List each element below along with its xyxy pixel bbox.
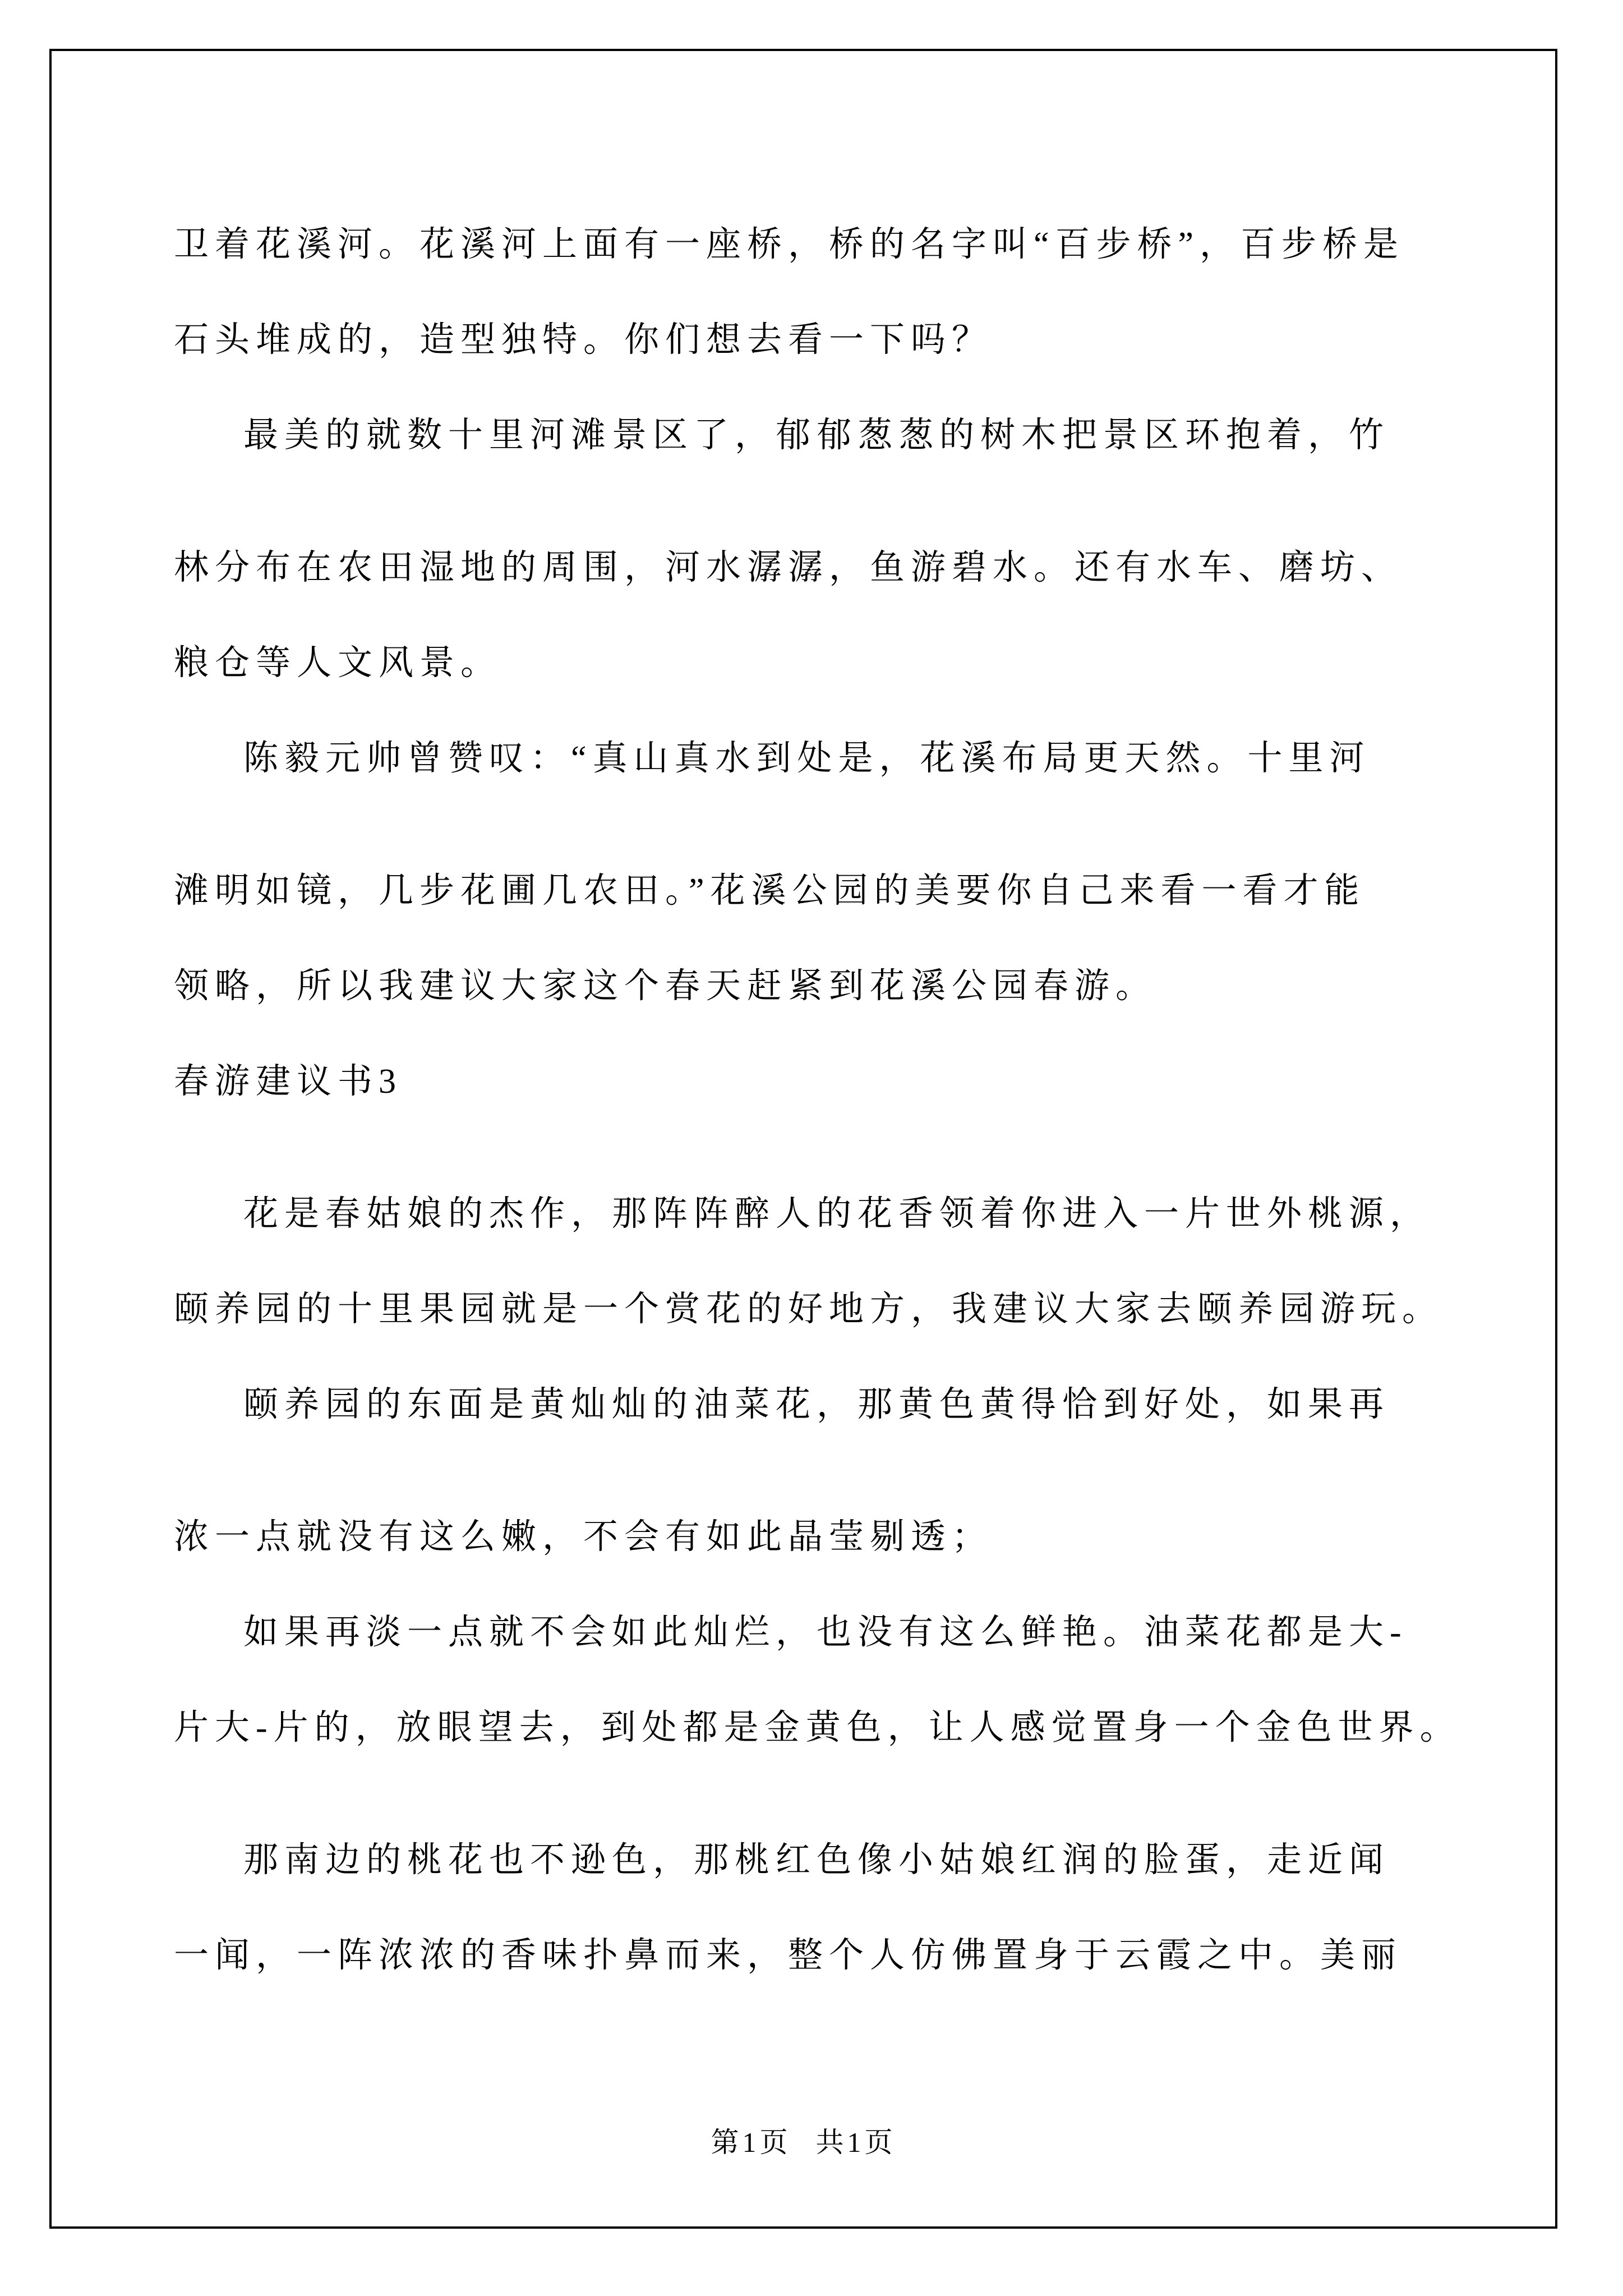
text-line: 滩明如镜，几步花圃几农田。”花溪公园的美要你自己来看一看才能: [174, 871, 1366, 910]
text-line: 陈毅元帅曾赞叹：“真山真水到处是，花溪布局更天然。十里河: [243, 739, 1371, 777]
text-line: 浓一点就没有这么嫩，不会有如此晶莹剔透；: [174, 1517, 993, 1556]
page-number-label: 第1页: [711, 2127, 791, 2158]
page-footer: [52, 2120, 1555, 2160]
text-line: 石头堆成的，造型独特。你们想去看一下吗？: [174, 320, 993, 359]
text-line: 片大-片的，放眼望去，到处都是金黄色，让人感觉置身一个金色世界。: [174, 1708, 1461, 1747]
text-line: 卫着花溪河。花溪河上面有一座桥，桥的名字叫“百步桥”，百步桥是: [174, 225, 1405, 264]
page-count-label: 共1页: [815, 2127, 896, 2158]
text-line: 如果再淡一点就不会如此灿烂，也没有这么鲜艳。油菜花都是大-: [243, 1613, 1408, 1651]
section-heading: 春游建议书3: [174, 1062, 403, 1101]
text-line: 林分布在农田湿地的周围，河水潺潺，鱼游碧水。还有水车、磨坊、: [174, 548, 1403, 587]
text-line: 粮仓等人文风景。: [174, 643, 502, 682]
text-line: 最美的就数十里河滩景区了，郁郁葱葱的树木把景区环抱着，竹: [243, 416, 1390, 454]
text-body: [174, 193, 1461, 1999]
page-border-frame: [49, 49, 1557, 2229]
text-line: 那南边的桃花也不逊色，那桃红色像小姑娘红润的脸蛋，走近闻: [243, 1841, 1390, 1879]
text-line: 颐养园的东面是黄灿灿的油菜花，那黄色黄得恰到好处，如果再: [243, 1385, 1390, 1424]
text-line: 一闻，一阵浓浓的香味扑鼻而来，整个人仿佛置身于云霞之中。美丽: [174, 1936, 1403, 1975]
text-line: 颐养园的十里果园就是一个赏花的好地方，我建议大家去颐养园游玩。: [174, 1290, 1444, 1328]
text-line: 花是春姑娘的杰作，那阵阵醉人的花香领着你进入一片世外桃源，: [243, 1194, 1431, 1233]
text-line: 领略，所以我建议大家这个春天赶紧到花溪公园春游。: [174, 967, 1157, 1005]
